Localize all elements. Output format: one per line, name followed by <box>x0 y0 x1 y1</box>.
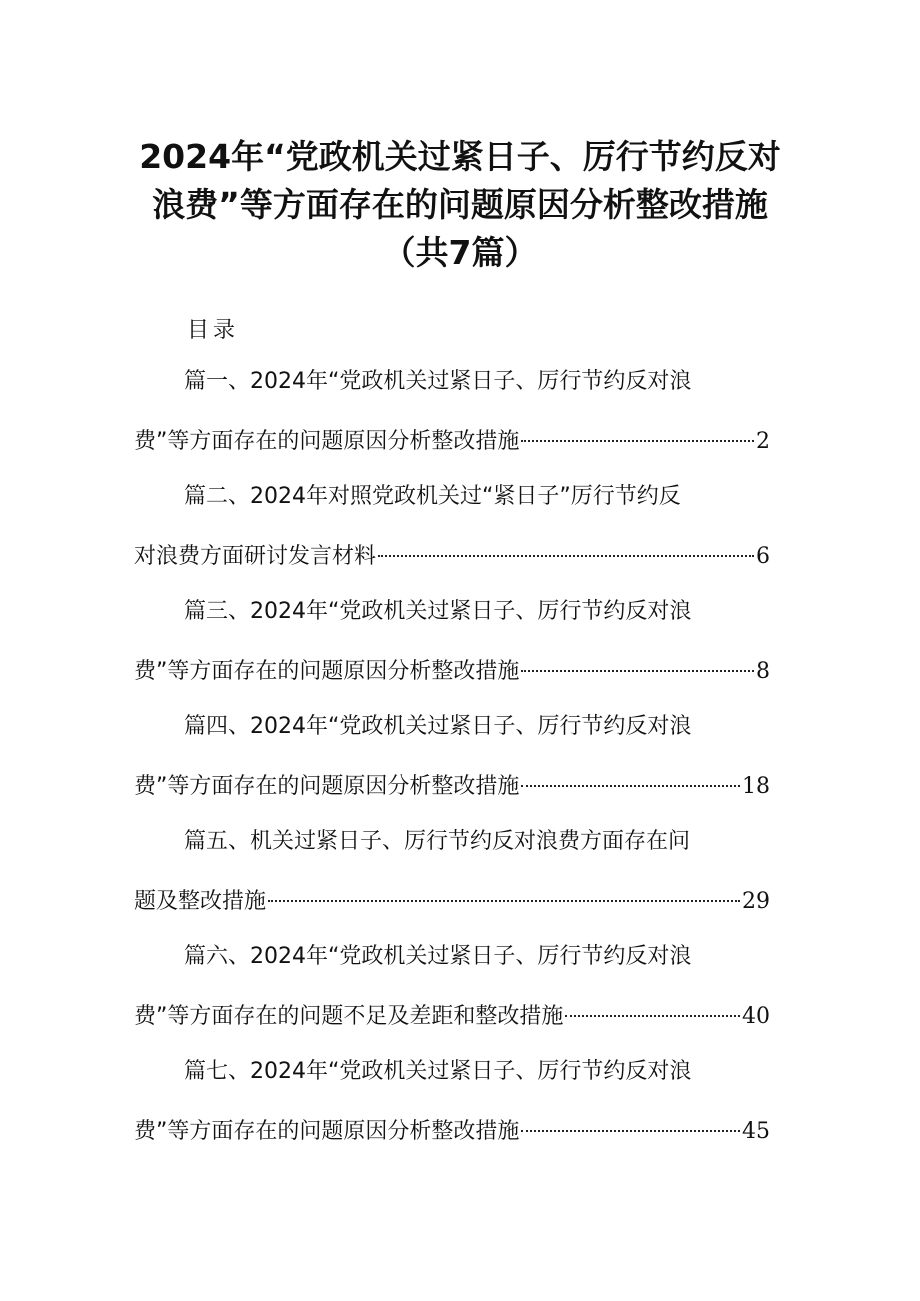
toc-entry-title: 篇六、2024年“党政机关过紧日子、厉行节约反对浪 <box>184 944 692 969</box>
toc-leader-dots <box>521 439 754 442</box>
toc-page-number: 2 <box>756 429 770 454</box>
toc-page-number: 18 <box>742 774 770 799</box>
toc-page-number: 8 <box>756 659 770 684</box>
toc-page-number: 29 <box>742 889 770 914</box>
toc-entry-title-cont: 费”等方面存在的问题原因分析整改措施 <box>134 429 520 454</box>
toc-entry-title: 篇一、2024年“党政机关过紧日子、厉行节约反对浪 <box>184 369 692 394</box>
title-line-3: （共7篇） <box>382 233 538 272</box>
toc-entry-title: 篇五、机关过紧日子、厉行节约反对浪费方面存在问 <box>184 829 691 854</box>
toc-heading: 目录 <box>187 318 240 343</box>
toc-entry-title-cont: 费”等方面存在的问题原因分析整改措施 <box>134 774 520 799</box>
document-title <box>100 133 820 277</box>
toc-entry-7[interactable] <box>134 1052 770 1282</box>
toc-entry-title: 篇七、2024年“党政机关过紧日子、厉行节约反对浪 <box>184 1059 692 1084</box>
toc-entry-title-cont: 费”等方面存在的问题原因分析整改措施 <box>134 659 520 684</box>
toc-page-number: 45 <box>742 1119 770 1144</box>
toc-leader-dots <box>268 899 740 902</box>
toc-entry-title-cont: 对浪费方面研讨发言材料 <box>134 544 377 569</box>
title-line-1: 2024年“党政机关过紧日子、厉行节约反对 <box>139 137 781 176</box>
title-line-2: 浪费”等方面存在的问题原因分析整改措施 <box>152 185 768 224</box>
toc-leader-dots <box>378 554 754 557</box>
toc-entry-title-cont: 费”等方面存在的问题不足及差距和整改措施 <box>134 1004 564 1029</box>
toc-entry-title: 篇三、2024年“党政机关过紧日子、厉行节约反对浪 <box>184 599 692 624</box>
toc-page-number: 40 <box>742 1004 770 1029</box>
toc-leader-dots <box>521 784 740 787</box>
toc-entry-title: 篇四、2024年“党政机关过紧日子、厉行节约反对浪 <box>184 714 692 739</box>
toc-leader-dots <box>565 1014 740 1017</box>
toc-leader-dots <box>521 1129 740 1132</box>
toc-entry-title: 篇二、2024年对照党政机关过“紧日子”厉行节约反 <box>184 484 681 509</box>
toc-page-number: 6 <box>756 544 770 569</box>
table-of-contents <box>134 362 770 1167</box>
toc-entry-title-cont: 费”等方面存在的问题原因分析整改措施 <box>134 1119 520 1144</box>
toc-leader-dots <box>521 669 754 672</box>
toc-entry-title-cont: 题及整改措施 <box>134 889 267 914</box>
